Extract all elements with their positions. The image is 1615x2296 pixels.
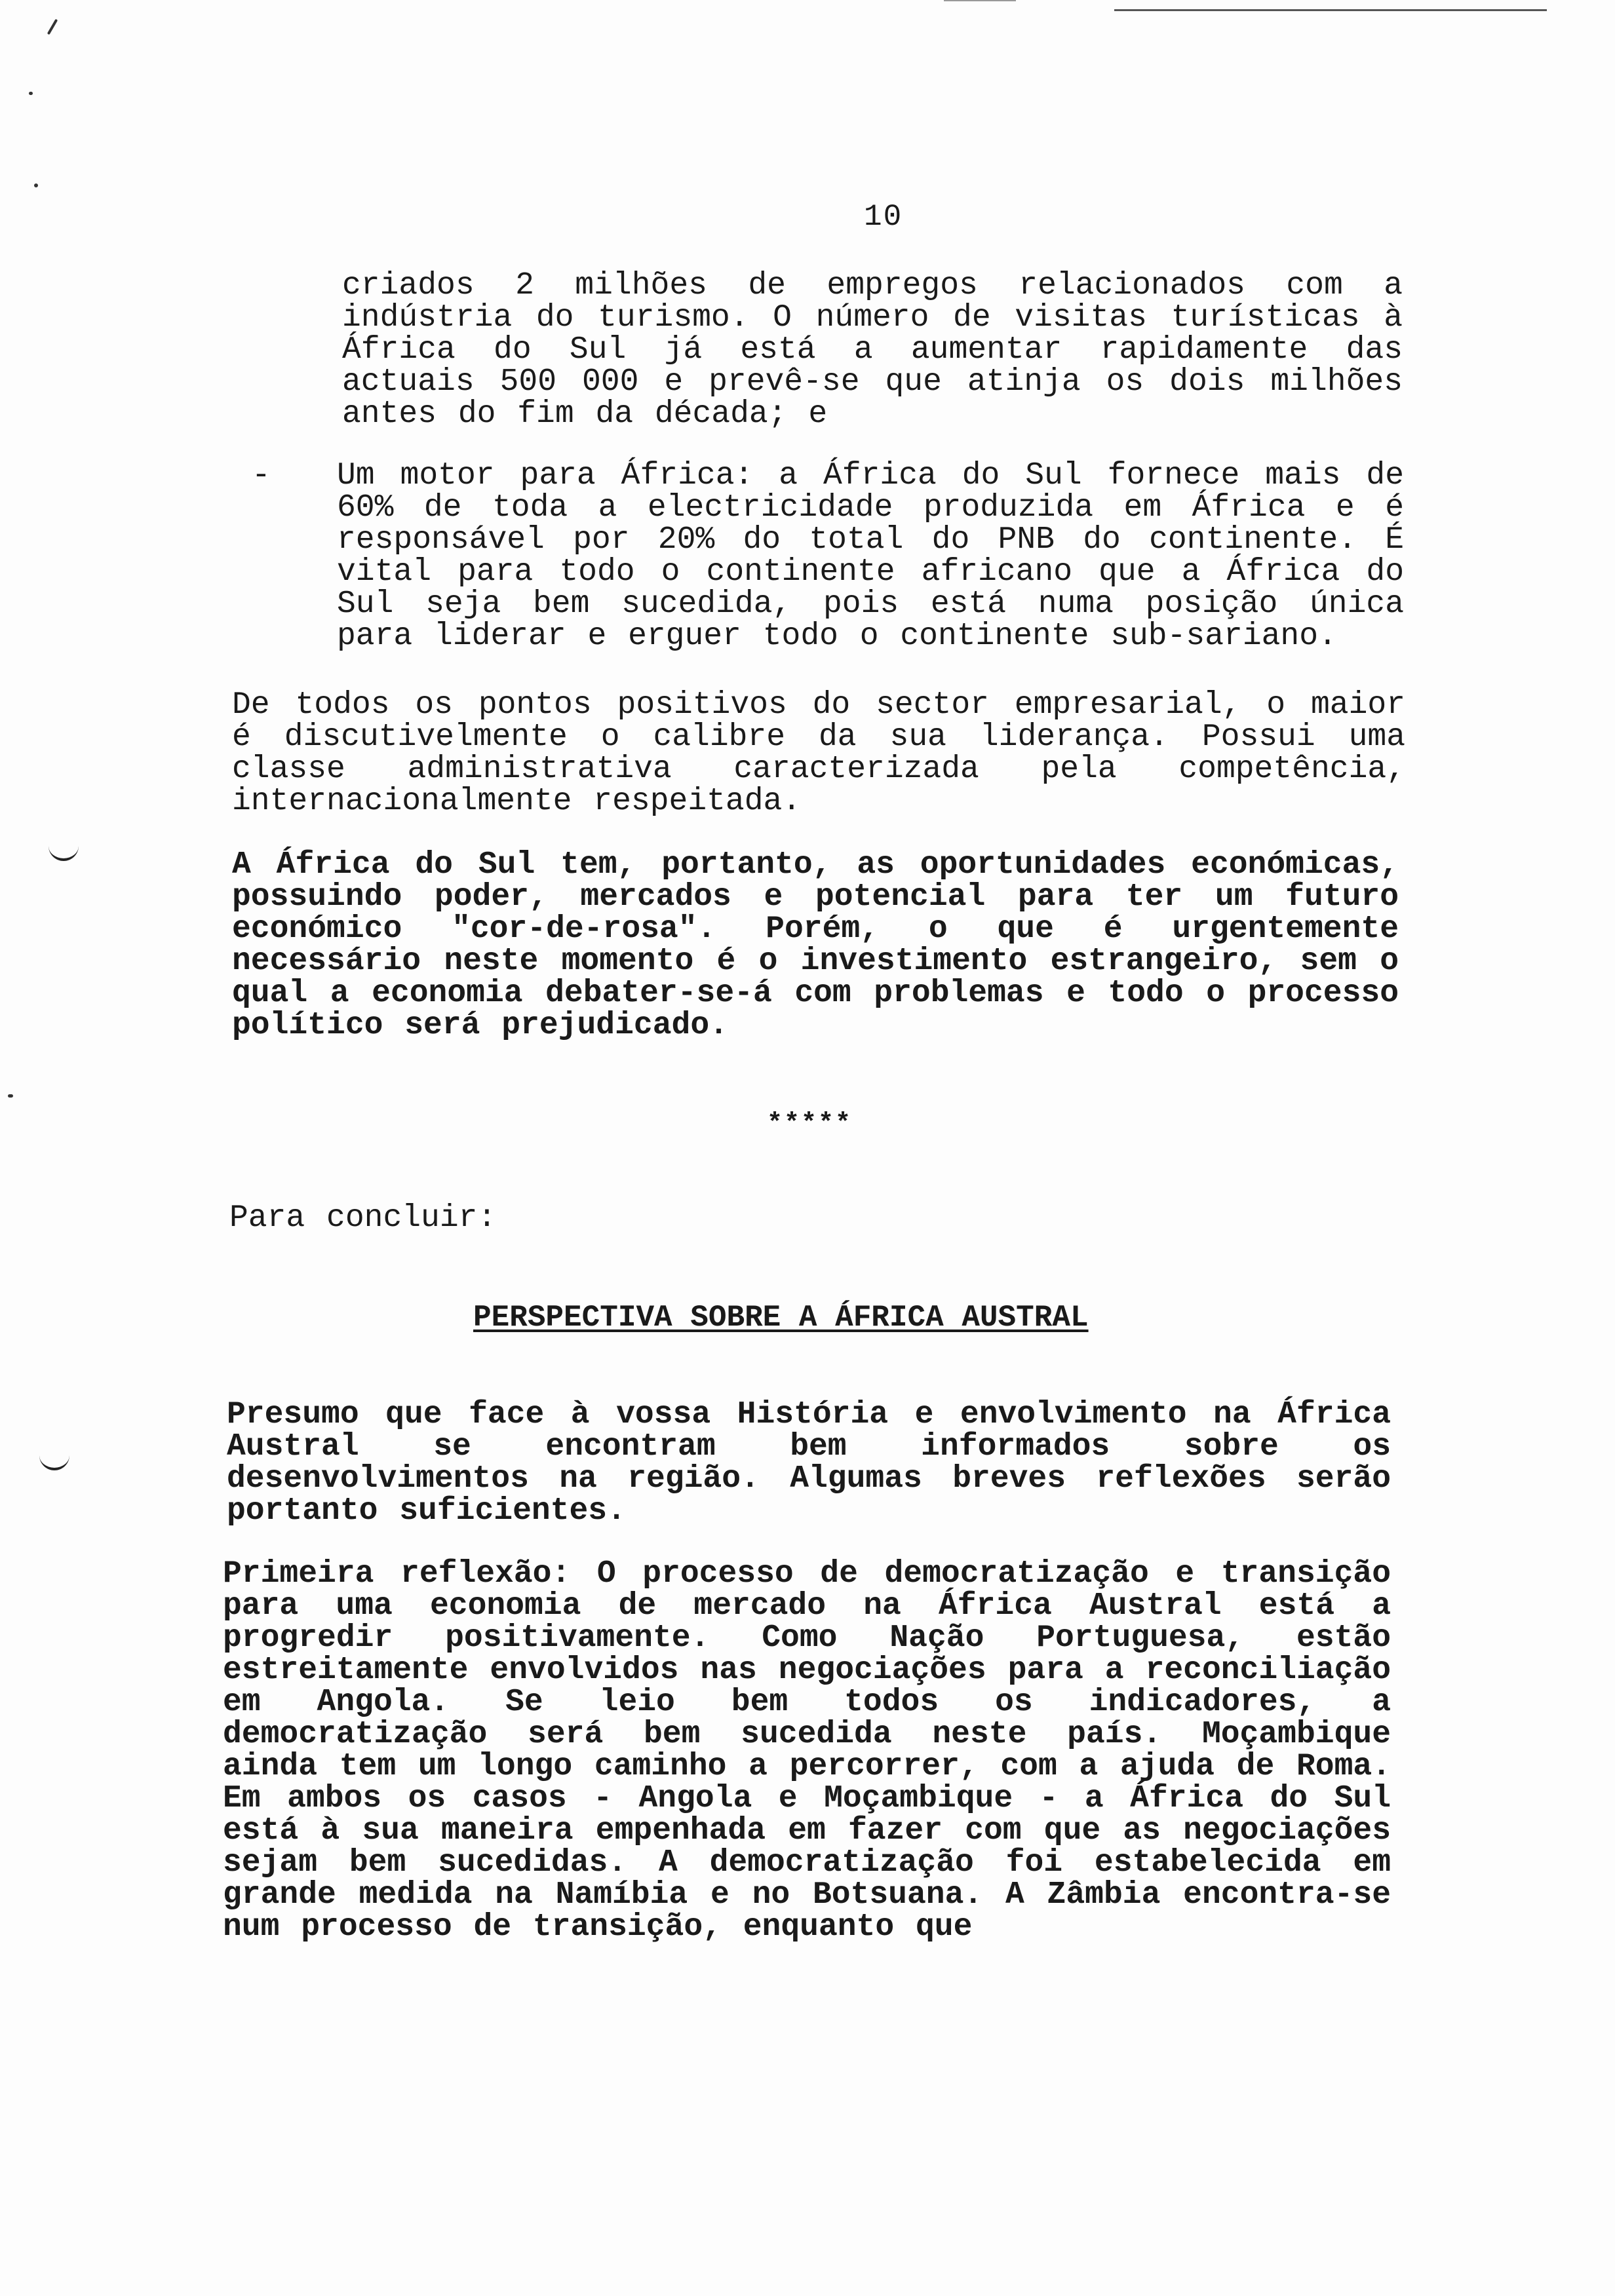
scan-speck (8, 1094, 13, 1098)
scan-edge-line (944, 0, 1016, 1)
scan-speck (34, 183, 38, 187)
paragraph-para-concluir: Para concluir: (229, 1200, 497, 1236)
punch-hole-mark (49, 845, 79, 861)
scan-edge-line (1114, 9, 1547, 11)
punch-hole-mark (39, 1455, 69, 1470)
scan-speck (47, 19, 58, 35)
paragraph-sector-empresarial: De todos os pontos positivos do sector empresarial, o maior é discutivelmente o calibre da sua liderança. Possui uma classe administrativa caracterizada pela competência, internacionalmente respeitada. (232, 687, 1405, 819)
paragraph-presumo: Presumo que face à vossa História e envolvimento na África Austral se encontram bem informados sobre os desenvolvimentos na região. Algumas breves reflexões serão portanto suficientes. (227, 1397, 1391, 1529)
paragraph-turismo: criados 2 milhões de empregos relacionados com a indústria do turismo. O número de visitas turísticas à África do Sul já está a aumentar rapidamente das actuais 500 000 e prevê-se que atinja os dois milhões antes do fim da década; e (342, 268, 1403, 432)
paragraph-motor-africa: Um motor para África: a África do Sul fornece mais de 60% de toda a electricidade produzida em África e é responsável por 20% do total do PNB do continente. É vital para todo o continente africano que a África do Sul seja bem sucedida, pois está numa posição única para liderar e erguer todo o continente sub-sariano. (337, 458, 1404, 654)
paragraph-oportunidades: A África do Sul tem, portanto, as oportunidades económicas, possuindo poder, mercados e potencial para ter um futuro económico "cor-de-rosa". Porém, o que é urgentemente necessário neste momento é o investimento estrangeiro, sem o qual a economia debater-se-á com problemas e todo o processo político será prejudicado. (232, 847, 1399, 1043)
paragraph-primeira-reflexao: Primeira reflexão: O processo de democratização e transição para uma economia de mercado na África Austral está a progredir positivamente. Como Nação Portuguesa, estão estreitamente envolvidos nas negociações para a reconciliação em Angola. Se leio bem todos os indicadores, a democratização será bem sucedida neste país. Moçambique ainda tem um longo caminho a percorrer, com a ajuda de Roma. Em ambos os casos - Angola e Moçambique - a África do Sul está à sua maneira empenhada em fazer com que as negociações sejam bem sucedidas. A democratização foi estabelecida em grande medida na Namíbia e no Botsuana. A Zâmbia encontra-se num processo de transição, enquanto que (223, 1556, 1391, 1945)
section-separator: ***** (767, 1109, 853, 1139)
section-heading: PERSPECTIVA SOBRE A ÁFRICA AUSTRAL (473, 1301, 1089, 1335)
bullet-dash: - (252, 458, 271, 493)
page-number: 10 (864, 200, 903, 234)
scan-speck (29, 92, 33, 95)
